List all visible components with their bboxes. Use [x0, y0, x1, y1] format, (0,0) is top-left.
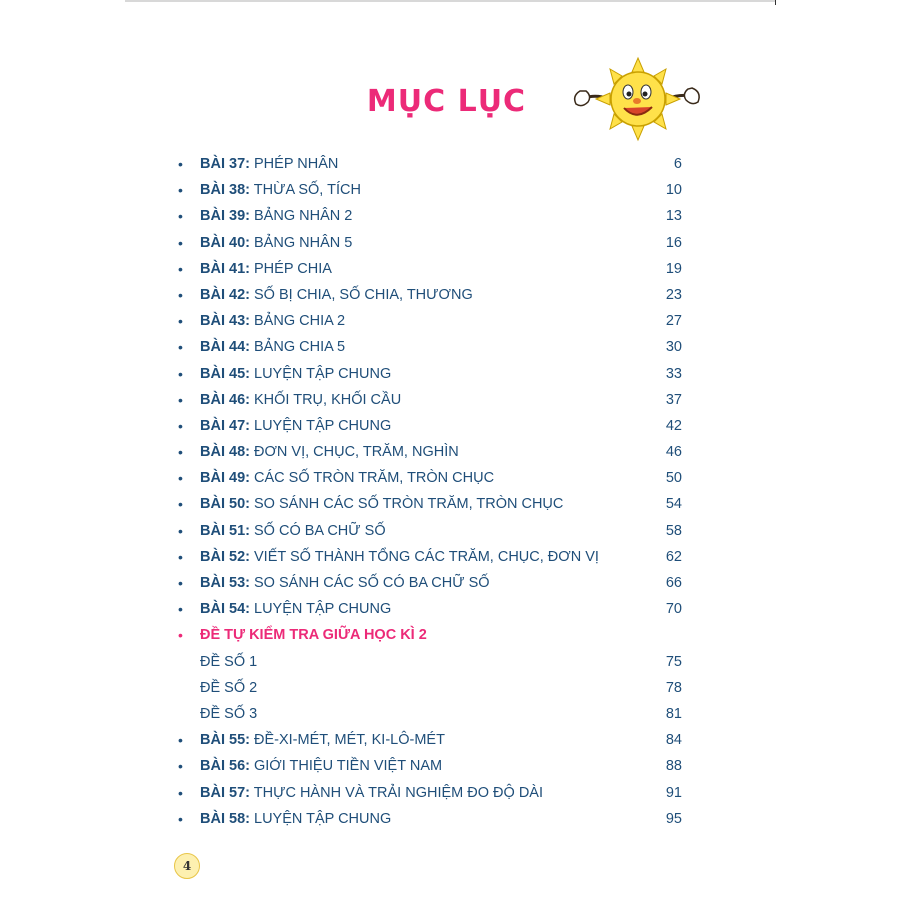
- bullet-icon: •: [178, 391, 183, 408]
- lesson-title: ĐƠN VỊ, CHỤC, TRĂM, NGHÌN: [254, 444, 459, 461]
- lesson-code: BÀI 58:: [200, 810, 250, 827]
- entry-label: [200, 309, 345, 333]
- entry-label: [200, 257, 332, 281]
- lesson-title: LUYỆN TẬP CHUNG: [254, 810, 392, 827]
- bullet-icon: •: [178, 758, 183, 775]
- lesson-title: BẢNG NHÂN 5: [254, 234, 353, 251]
- subitem-title: ĐỀ SỐ 1: [200, 653, 258, 670]
- lesson-code: BÀI 49:: [200, 470, 250, 487]
- lesson-code: BÀI 38:: [200, 182, 250, 199]
- toc-subitem[interactable]: [170, 702, 690, 728]
- lesson-title: LUYỆN TẬP CHUNG: [254, 417, 392, 434]
- lesson-title: LUYỆN TẬP CHUNG: [254, 601, 392, 618]
- subitem-title: ĐỀ SỐ 2: [200, 679, 258, 696]
- entry-label: [200, 492, 563, 516]
- toc-entry[interactable]: [170, 388, 690, 414]
- bullet-icon: •: [178, 234, 183, 251]
- toc-entry[interactable]: [170, 754, 690, 780]
- entry-label: [200, 283, 473, 307]
- toc-entry[interactable]: [170, 781, 690, 807]
- entry-label: [200, 571, 490, 595]
- bullet-icon: •: [178, 339, 183, 356]
- entry-label: [200, 335, 345, 359]
- lesson-code: BÀI 51:: [200, 522, 250, 539]
- page-ref: 75: [665, 653, 682, 670]
- lesson-title: VIẾT SỐ THÀNH TỔNG CÁC TRĂM, CHỤC, ĐƠN VỊ: [254, 548, 599, 565]
- lesson-title: BẢNG NHÂN 2: [254, 208, 353, 225]
- entry-label: [200, 178, 361, 202]
- bullet-icon: •: [178, 627, 183, 644]
- toc-entry[interactable]: [170, 414, 690, 440]
- page-ref: 23: [665, 286, 682, 303]
- entry-label: [200, 414, 391, 438]
- page-ref: 27: [665, 313, 682, 330]
- lesson-code: BÀI 44:: [200, 339, 250, 356]
- bullet-icon: •: [178, 784, 183, 801]
- lesson-title: PHÉP CHIA: [254, 260, 332, 277]
- page-ref: 66: [665, 575, 682, 591]
- toc-entry[interactable]: [170, 178, 690, 204]
- bullet-icon: •: [178, 732, 183, 749]
- page-ref: 91: [665, 784, 682, 801]
- page-title: MỤC LỤC: [366, 84, 527, 119]
- lesson-code: BÀI 37:: [200, 156, 250, 172]
- lesson-title: SO SÁNH CÁC SỐ TRÒN TRĂM, TRÒN CHỤC: [254, 496, 564, 513]
- toc-entry[interactable]: [170, 571, 690, 597]
- entry-label: [200, 231, 352, 255]
- entry-label: [200, 545, 599, 569]
- toc-subitem[interactable]: [170, 676, 690, 702]
- page-ref: 50: [665, 470, 682, 487]
- toc-entry[interactable]: [170, 204, 690, 230]
- entry-label: [200, 807, 391, 831]
- bullet-icon: •: [178, 260, 183, 277]
- page-ref: 88: [665, 758, 682, 775]
- entry-label: [200, 204, 352, 228]
- bullet-icon: •: [178, 156, 183, 172]
- lesson-title: LUYỆN TẬP CHUNG: [254, 365, 392, 382]
- toc-entry[interactable]: [170, 807, 690, 833]
- lesson-title: ĐỀ-XI-MÉT, MÉT, KI-LÔ-MÉT: [254, 732, 445, 749]
- toc-entry[interactable]: [170, 335, 690, 361]
- page-ref: 54: [665, 496, 682, 513]
- page-ref: 62: [665, 548, 682, 565]
- lesson-code: BÀI 48:: [200, 444, 250, 461]
- lesson-code: BÀI 55:: [200, 732, 250, 749]
- bullet-icon: •: [178, 522, 183, 539]
- page-ref: 6: [673, 156, 682, 172]
- toc-subitem[interactable]: [170, 650, 690, 676]
- top-tick: [775, 0, 776, 5]
- bullet-icon: •: [178, 470, 183, 487]
- lesson-code: BÀI 53:: [200, 575, 250, 591]
- lesson-title: THỰC HÀNH VÀ TRẢI NGHIỆM ĐO ĐỘ DÀI: [253, 784, 543, 801]
- toc-entry[interactable]: [170, 728, 690, 754]
- lesson-code: BÀI 50:: [200, 496, 250, 513]
- entry-label: [200, 728, 445, 752]
- lesson-code: BÀI 52:: [200, 548, 250, 565]
- entry-label: [200, 388, 401, 412]
- lesson-title: SỐ CÓ BA CHỮ SỐ: [254, 522, 386, 539]
- bullet-icon: •: [178, 182, 183, 199]
- page-ref: 13: [665, 208, 682, 225]
- smiling-sun-icon: [566, 54, 706, 144]
- lesson-code: BÀI 43:: [200, 313, 250, 330]
- toc-section-heading[interactable]: [170, 623, 690, 649]
- section-title: ĐỀ TỰ KIỂM TRA GIỮA HỌC KÌ 2: [200, 627, 427, 644]
- bullet-icon: •: [178, 575, 183, 591]
- page-ref: 16: [665, 234, 682, 251]
- entry-label: [200, 754, 442, 778]
- toc-entry[interactable]: [170, 597, 690, 623]
- entry-label: [200, 440, 459, 464]
- lesson-code: BÀI 57:: [200, 784, 250, 801]
- bullet-icon: •: [178, 548, 183, 565]
- lesson-code: BÀI 40:: [200, 234, 250, 251]
- toc-entry[interactable]: [170, 440, 690, 466]
- page-ref: 30: [665, 339, 682, 356]
- top-rule: [125, 0, 775, 2]
- bullet-icon: •: [178, 810, 183, 827]
- lesson-code: BÀI 39:: [200, 208, 250, 225]
- lesson-code: BÀI 54:: [200, 601, 250, 618]
- toc-entry[interactable]: [170, 466, 690, 492]
- toc-entry[interactable]: [170, 309, 690, 335]
- lesson-code: BÀI 56:: [200, 758, 250, 775]
- page-ref: 78: [665, 679, 682, 696]
- bullet-icon: •: [178, 444, 183, 461]
- lesson-title: SỐ BỊ CHIA, SỐ CHIA, THƯƠNG: [254, 286, 473, 303]
- toc-entry[interactable]: [170, 362, 690, 388]
- toc-entry[interactable]: [170, 152, 690, 178]
- toc-entry[interactable]: [170, 492, 690, 518]
- table-of-contents: [170, 152, 690, 833]
- toc-entry[interactable]: [170, 231, 690, 257]
- lesson-title: KHỐI TRỤ, KHỐI CẦU: [254, 391, 402, 408]
- page-ref: 81: [665, 705, 682, 722]
- page-number-badge: 4: [174, 853, 200, 879]
- bullet-icon: •: [178, 208, 183, 225]
- page-ref: 58: [665, 522, 682, 539]
- lesson-title: GIỚI THIỆU TIỀN VIỆT NAM: [254, 758, 443, 775]
- bullet-icon: •: [178, 417, 183, 434]
- entry-label: [200, 781, 543, 805]
- bullet-icon: •: [178, 286, 183, 303]
- bullet-icon: •: [178, 601, 183, 618]
- entry-label: [200, 152, 338, 176]
- page-ref: 19: [665, 260, 682, 277]
- page-ref: 10: [665, 182, 682, 199]
- page-ref: 95: [665, 810, 682, 827]
- bullet-icon: •: [178, 313, 183, 330]
- toc-entry[interactable]: [170, 545, 690, 571]
- page-ref: 42: [665, 417, 682, 434]
- lesson-code: BÀI 42:: [200, 286, 250, 303]
- toc-entry[interactable]: [170, 257, 690, 283]
- page-ref: 84: [665, 732, 682, 749]
- entry-label: [200, 362, 391, 386]
- entry-label: [200, 466, 494, 490]
- lesson-title: BẢNG CHIA 5: [254, 339, 346, 356]
- bullet-icon: •: [178, 365, 183, 382]
- page-ref: 70: [665, 601, 682, 618]
- lesson-code: BÀI 46:: [200, 391, 250, 408]
- subitem-title: ĐỀ SỐ 3: [200, 705, 258, 722]
- lesson-title: BẢNG CHIA 2: [254, 313, 346, 330]
- lesson-code: BÀI 45:: [200, 365, 250, 382]
- lesson-title: CÁC SỐ TRÒN TRĂM, TRÒN CHỤC: [254, 470, 495, 487]
- toc-entry[interactable]: [170, 283, 690, 309]
- lesson-title: SO SÁNH CÁC SỐ CÓ BA CHỮ SỐ: [254, 575, 490, 591]
- bullet-icon: •: [178, 496, 183, 513]
- page-ref: 37: [665, 391, 682, 408]
- lesson-code: BÀI 41:: [200, 260, 250, 277]
- entry-label: [200, 519, 386, 543]
- lesson-code: BÀI 47:: [200, 417, 250, 434]
- lesson-title: PHÉP NHÂN: [254, 156, 339, 172]
- entry-label: [200, 597, 391, 621]
- page-ref: 46: [665, 444, 682, 461]
- page-ref: 33: [665, 365, 682, 382]
- toc-entry[interactable]: [170, 519, 690, 545]
- lesson-title: THỪA SỐ, TÍCH: [253, 182, 361, 199]
